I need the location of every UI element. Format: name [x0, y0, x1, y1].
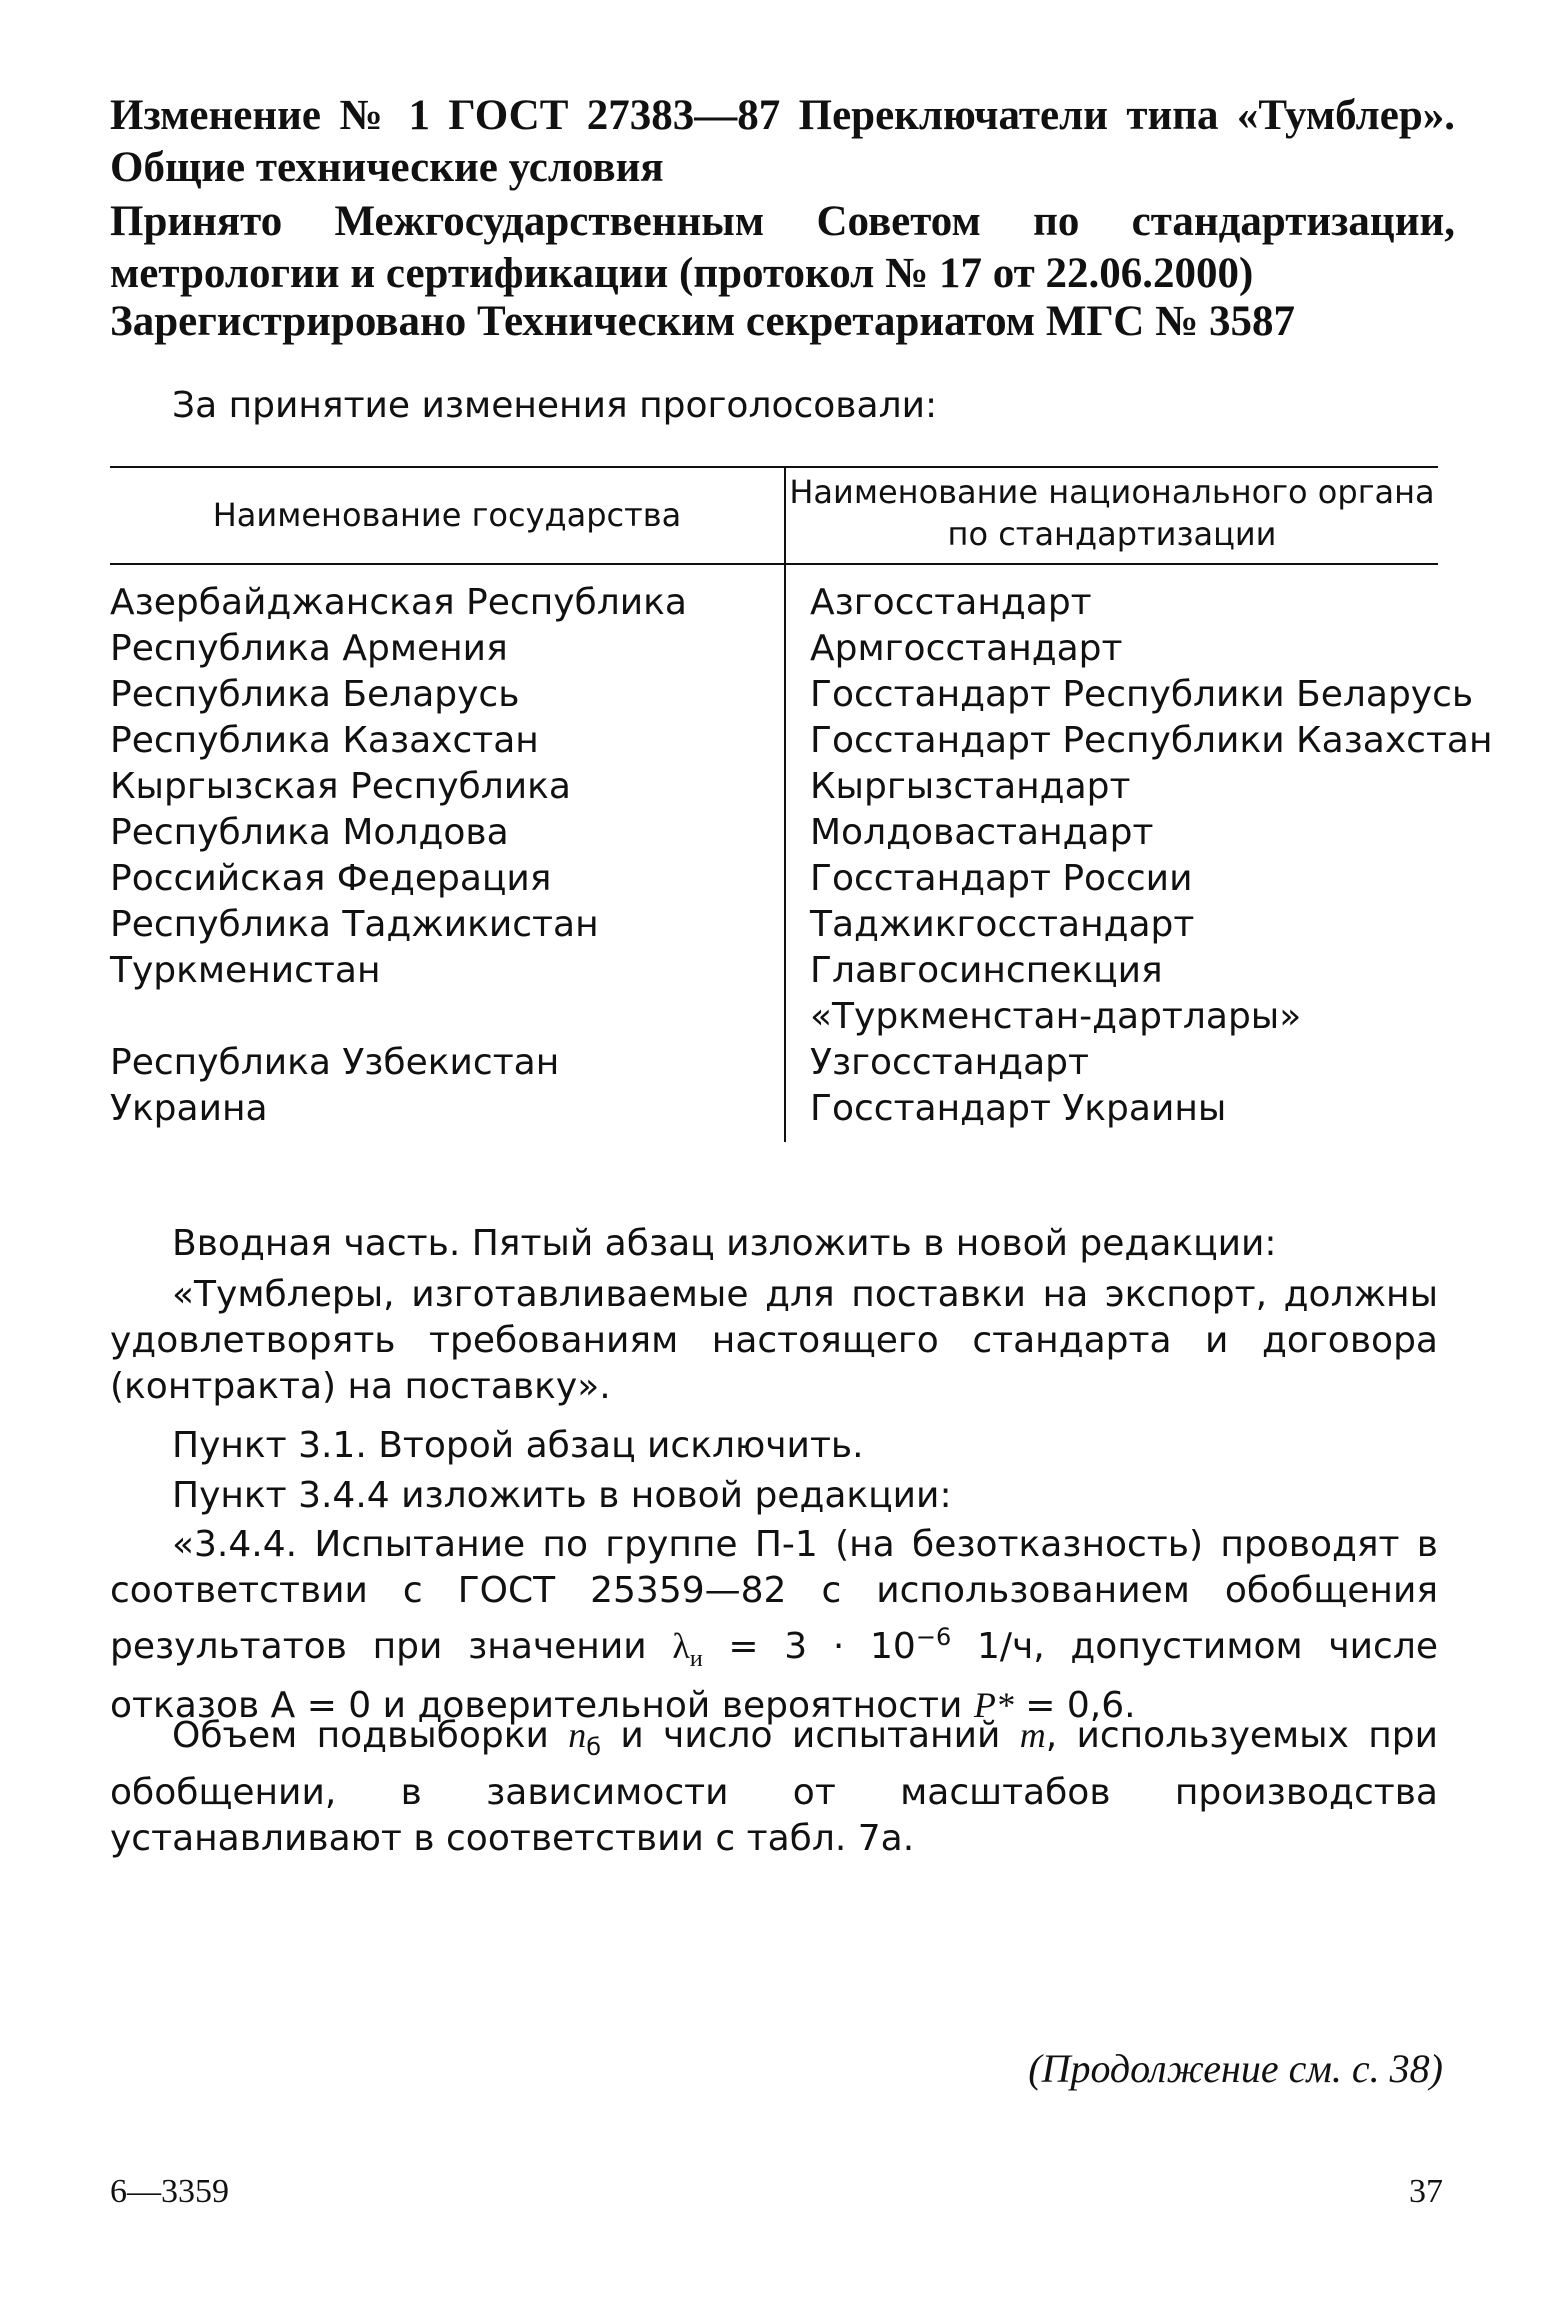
text-run: и число испытаний: [601, 1715, 1020, 1756]
lambda-subscript: и: [689, 1646, 703, 1673]
table-cell-organ: Госстандарт Республики Казахстан: [810, 720, 1493, 761]
table-cell-organ: Узгосстандарт: [810, 1042, 1089, 1083]
table-cell-organ: Кыргызстандарт: [810, 766, 1131, 807]
table-header-state: Наименование государства: [212, 496, 682, 534]
paragraph-test-group: [110, 1522, 1438, 1729]
table-column-divider: [784, 466, 786, 1142]
text-run: = 3 · 10: [702, 1626, 916, 1667]
table-cell-organ: Главгосинспекция «Туркменстан-дартлары»: [810, 950, 1302, 1037]
table-cell-state: Республика Молдова: [110, 812, 509, 853]
table-cell-state: Республика Узбекистан: [110, 1042, 560, 1083]
table-column-states: [110, 580, 770, 1132]
probability-symbol: P*: [973, 1685, 1014, 1726]
table-cell-organ: Армгосстандарт: [810, 628, 1123, 669]
footer-code: 6—3359: [110, 2173, 229, 2210]
table-cell-state: Туркменистан: [110, 950, 381, 991]
table-cell-state: Республика Казахстан: [110, 720, 539, 761]
paragraph-subsample: [110, 1712, 1438, 1862]
registration-statement: Зарегистрировано Техническим секретариатом МГС № 3587: [110, 298, 1295, 345]
adoption-statement: Принято Межгосударственным Советом по стандартизации, метрологии и сертификации (протокол № 17 от 22.06.2000): [110, 198, 1455, 297]
table-cell-organ: Госстандарт Украины: [810, 1088, 1227, 1129]
table-header-organ: Наименование национального органа по стандартизации: [789, 473, 1435, 553]
paragraph-intro-part: Вводная часть. Пятый абзац изложить в новой редакции:: [172, 1223, 1277, 1264]
text-run: «3.4.4. Испытание по группе П-1 (на безотказность) проводят в соответствии с ГОСТ 25359—82 с использованием обобщения результатов при значении: [110, 1524, 1438, 1667]
text-run: Объем подвыборки: [172, 1715, 569, 1756]
paragraph-clause-3-4-4: Пункт 3.4.4 изложить в новой редакции:: [172, 1475, 952, 1516]
m-symbol: m: [1019, 1715, 1046, 1755]
n-subscript: б: [586, 1733, 602, 1762]
paragraph-clause-3-1: Пункт 3.1. Второй абзац исключить.: [172, 1425, 864, 1466]
voted-intro: За принятие изменения проголосовали:: [172, 385, 938, 426]
table-cell-organ: Молдовастандарт: [810, 812, 1154, 853]
table-cell-organ: Госстандарт России: [810, 858, 1193, 899]
lambda-symbol: λ: [672, 1626, 690, 1666]
table-cell-organ: Госстандарт Республики Беларусь: [810, 674, 1474, 715]
table-cell-state: Российская Федерация: [110, 858, 552, 899]
n-symbol: n: [568, 1715, 587, 1755]
table-cell-state: Азербайджанская Республика: [110, 582, 687, 623]
continuation-note: (Продолжение см. с. 38): [1028, 2046, 1443, 2091]
paragraph-quoted-text: «Тумблеры, изготавливаемые для поставки на экспорт, должны удовлетворять требованиям настоящего стандарта и договора (контракта) на поставку».: [110, 1274, 1438, 1407]
exponent: −6: [915, 1623, 952, 1651]
table-column-organs: [810, 580, 1493, 1132]
table-cell-state: Республика Беларусь: [110, 674, 520, 715]
table-cell-state: Украина: [110, 1088, 268, 1129]
table-cell-organ: Азгосстандарт: [810, 582, 1092, 623]
table-cell-state: Республика Таджикистан: [110, 904, 599, 945]
text-run: = 0,6.: [1013, 1685, 1136, 1727]
text-run: , используемых при обобщении, в зависимости от масштабов производства устанавливают в соответствии с табл. 7а.: [110, 1715, 1438, 1860]
table-cell-state: Республика Армения: [110, 628, 508, 669]
page-number: 37: [1409, 2173, 1443, 2210]
table-header-rule: [110, 563, 1438, 565]
table-cell-state: Кыргызская Республика: [110, 766, 571, 807]
amendment-title: Изменение № 1 ГОСТ 27383—87 Переключатели типа «Тумблер». Общие технические условия: [110, 92, 1455, 191]
text-run: 1/ч, допустимом числе отказов А = 0 и доверительной вероятности: [110, 1626, 1439, 1727]
table-cell-organ: Таджикгосстандарт: [810, 904, 1195, 945]
table-top-rule: [110, 466, 1438, 468]
